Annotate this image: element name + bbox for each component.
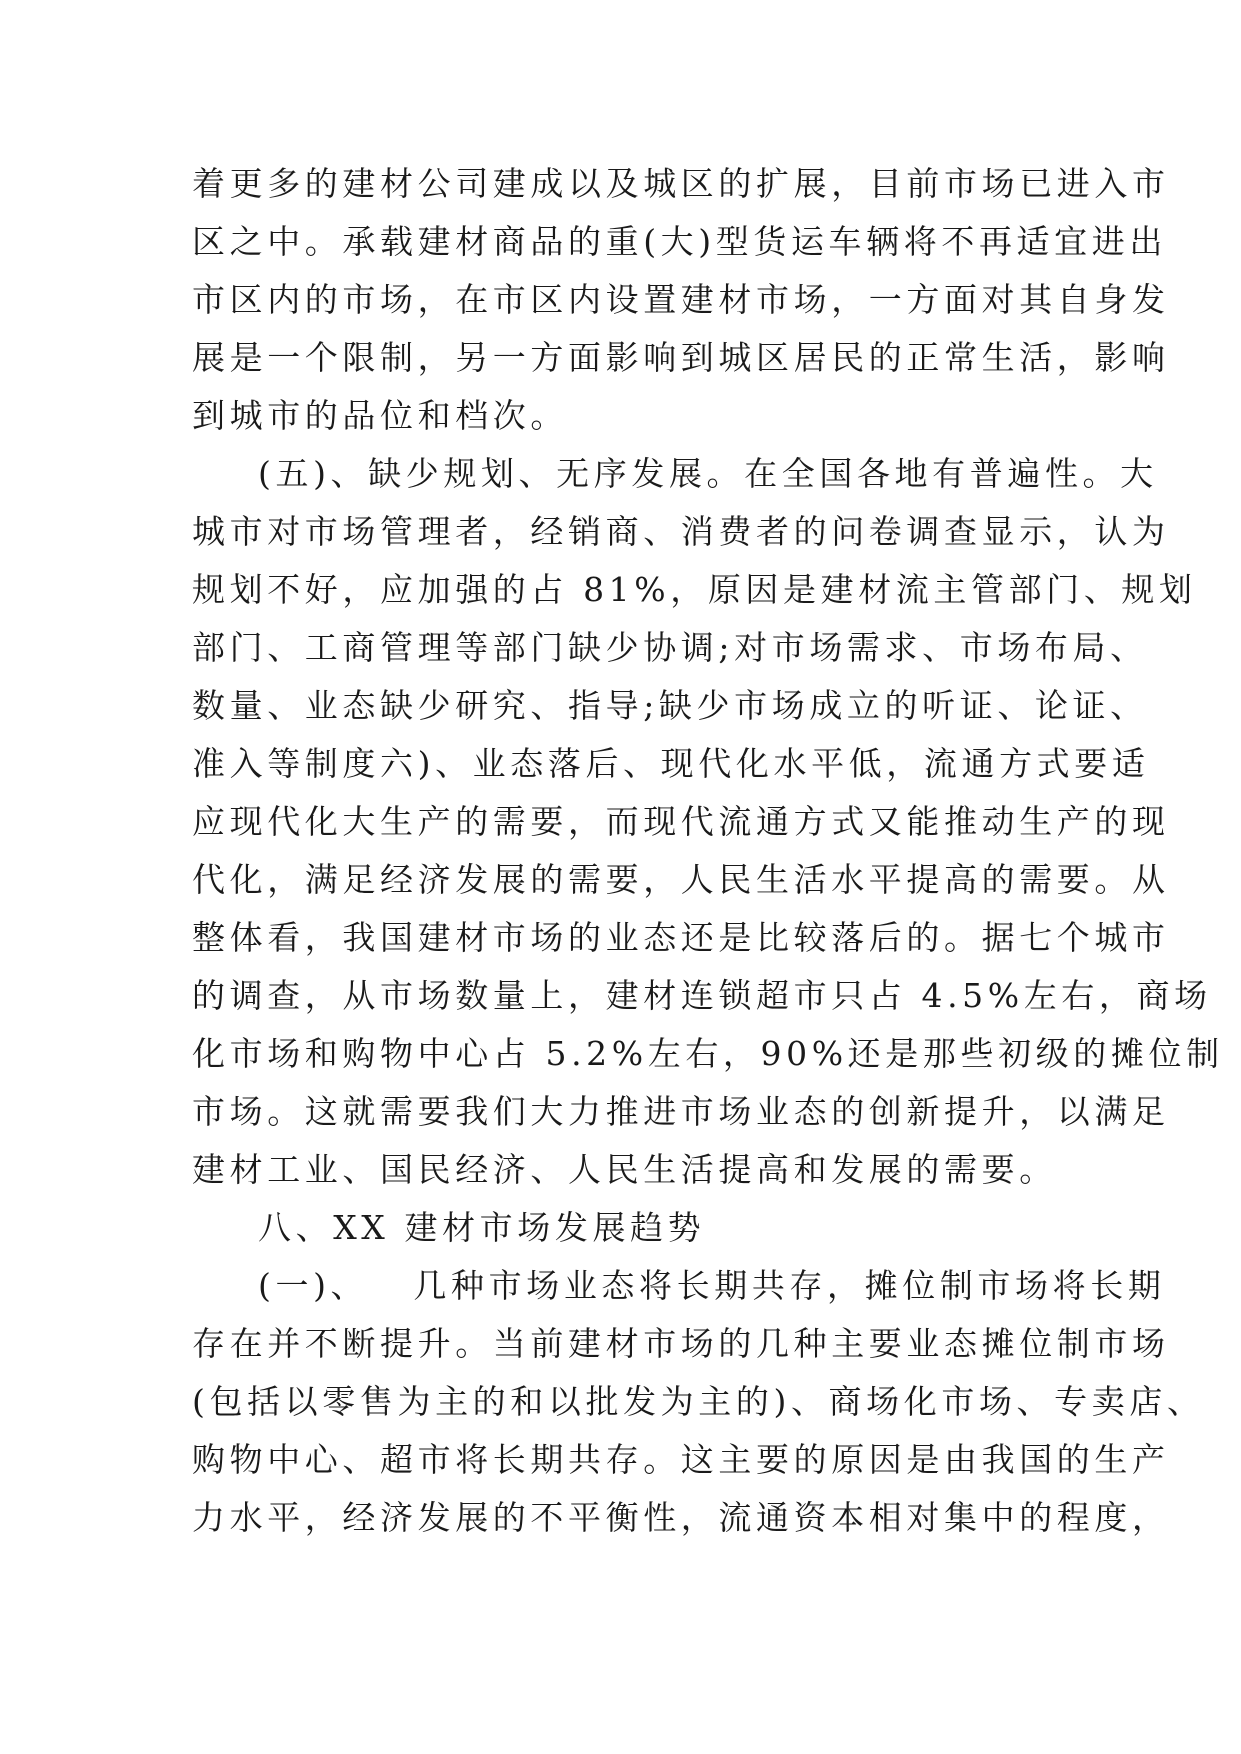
text-line: 到城市的品位和档次。	[192, 396, 568, 435]
text-line: 城市对市场管理者，经销商、消费者的问卷调查显示，认为	[192, 512, 1170, 551]
text-line: 数量、业态缺少研究、指导;缺少市场成立的听证、论证、	[192, 686, 1148, 725]
text-line: 购物中心、超市将长期共存。这主要的原因是由我国的生产	[192, 1440, 1170, 1479]
text-line: 展是一个限制，另一方面影响到城区居民的正常生活，影响	[192, 338, 1170, 377]
text-line: 区之中。承载建材商品的重(大)型货运车辆将不再适宜进出	[192, 222, 1167, 261]
text-line: 应现代化大生产的需要，而现代流通方式又能推动生产的现	[192, 802, 1170, 841]
text-line: 市场。这就需要我们大力推进市场业态的创新提升，以满足	[192, 1092, 1170, 1131]
paragraph-start-line: (五)、缺少规划、无序发展。在全国各地有普遍性。大	[258, 454, 1158, 493]
text-line: 部门、工商管理等部门缺少协调;对市场需求、市场布局、	[192, 628, 1148, 667]
text-line: 的调查，从市场数量上，建材连锁超市只占 4.5%左右，商场	[192, 976, 1212, 1015]
paragraph-start-line: (一)、 几种市场业态将长期共存，摊位制市场将长期	[258, 1266, 1166, 1305]
text-line: 准入等制度六)、业态落后、现代化水平低，流通方式要适	[192, 744, 1150, 783]
text-line: (包括以零售为主的和以批发为主的)、商场化市场、专卖店、	[192, 1382, 1205, 1421]
body-text	[192, 155, 1224, 1547]
text-line: 整体看，我国建材市场的业态还是比较落后的。据七个城市	[192, 918, 1170, 957]
text-line: 市区内的市场，在市区内设置建材市场，一方面对其自身发	[192, 280, 1170, 319]
text-line: 规划不好，应加强的占 81%，原因是建材流主管部门、规划	[192, 570, 1197, 609]
text-line: 力水平，经济发展的不平衡性，流通资本相对集中的程度，	[192, 1498, 1170, 1537]
text-line: 存在并不断提升。当前建材市场的几种主要业态摊位制市场	[192, 1324, 1170, 1363]
section-heading: 八、XX 建材市场发展趋势	[258, 1208, 706, 1247]
text-line: 着更多的建材公司建成以及城区的扩展，目前市场已进入市	[192, 164, 1170, 203]
text-line: 代化，满足经济发展的需要，人民生活水平提高的需要。从	[192, 860, 1170, 899]
text-line: 建材工业、国民经济、人民生活提高和发展的需要。	[192, 1150, 1057, 1189]
text-line: 化市场和购物中心占 5.2%左右，90%还是那些初级的摊位制	[192, 1034, 1224, 1073]
